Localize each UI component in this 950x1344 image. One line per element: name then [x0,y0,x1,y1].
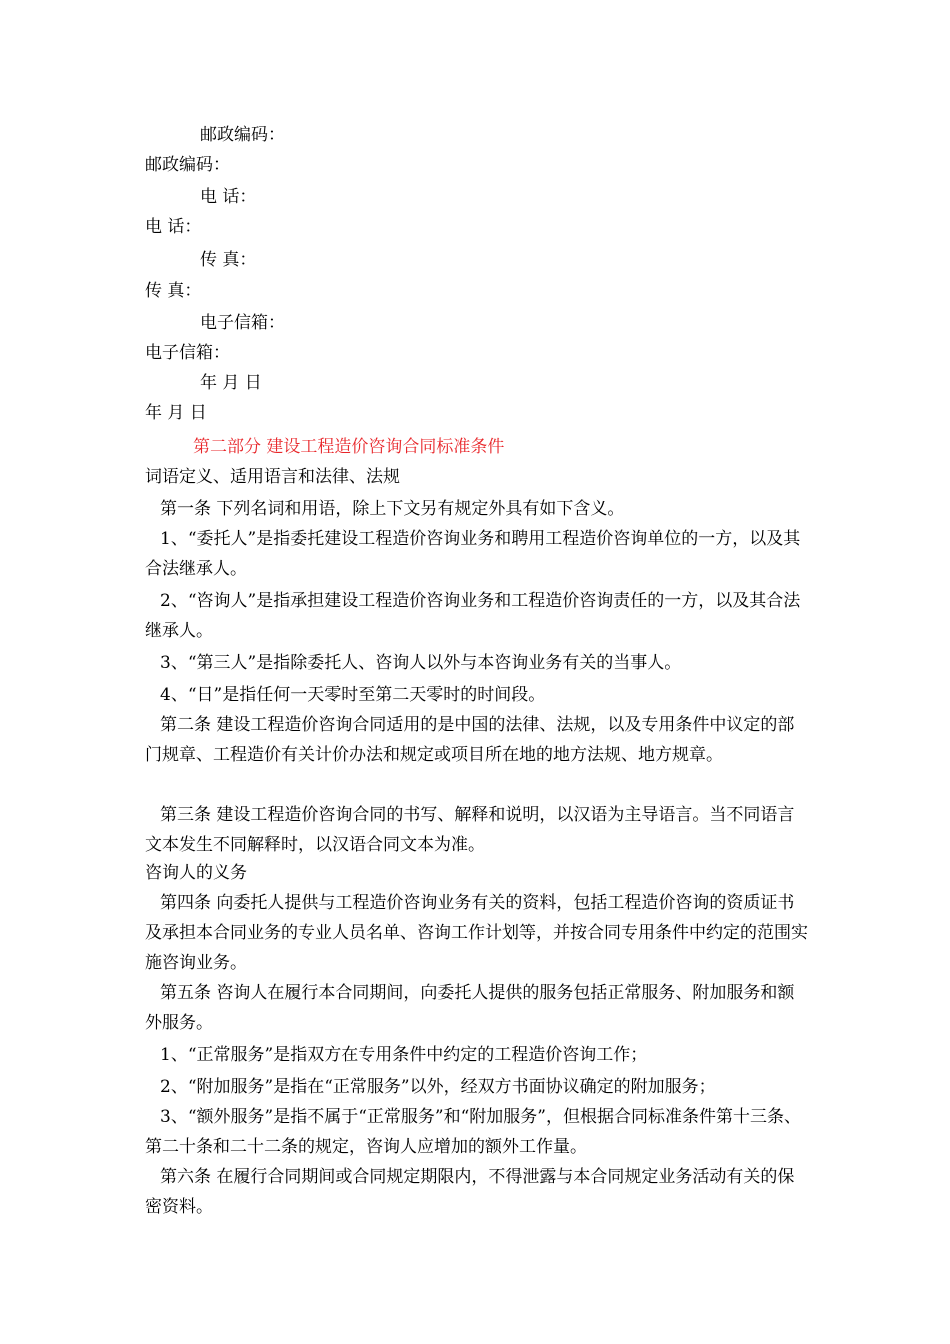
article-4: 第四条 向委托人提供与工程造价咨询业务有关的资料，包括工程造价咨询的资质证书及承担本合同业务的专业人员名单、咨询工作计划等，并按合同专用条件中约定的范围实施咨询业务。 [145,893,808,973]
date-label: 年 月 日 [145,403,207,423]
article-1: 第一条 下列名词和用语，除上下文另有规定外具有如下含义。 [160,499,625,519]
part-title: 第二部分 建设工程造价咨询合同标准条件 [193,437,505,457]
definition-item-3: 3、“第三人”是指除委托人、咨询人以外与本咨询业务有关的当事人。 [160,653,682,673]
phone-label: 电 话： [145,217,202,237]
section-title-definitions: 词语定义、适用语言和法律、法规 [145,467,400,487]
article-2: 第二条 建设工程造价咨询合同适用的是中国的法律、法规，以及专用条件中议定的部门规章、工程造价有关计价办法和规定或项目所在地的地方法规、地方规章。 [145,715,795,765]
article-5: 第五条 咨询人在履行本合同期间，向委托人提供的服务包括正常服务、附加服务和额外服务。 [145,983,795,1033]
definition-item-2: 2、“咨询人”是指承担建设工程造价咨询业务和工程造价咨询责任的一方，以及其合法继承人。 [145,591,801,641]
article-3: 第三条 建设工程造价咨询合同的书写、解释和说明，以汉语为主导语言。当不同语言文本发生不同解释时，以汉语合同文本为准。 [145,805,795,855]
postcode-label-indented: 邮政编码： [200,125,285,145]
section-title-obligations: 咨询人的义务 [145,863,247,883]
article-6: 第六条 在履行合同期间或合同规定期限内，不得泄露与本合同规定业务活动有关的保密资料。 [145,1167,795,1217]
date-label-indented: 年 月 日 [200,373,262,393]
email-label: 电子信箱： [145,343,230,363]
fax-label-indented: 传 真： [200,250,257,270]
postcode-label: 邮政编码： [145,155,230,175]
service-item-2: 2、“附加服务”是指在“正常服务”以外，经双方书面协议确定的附加服务； [160,1077,716,1097]
fax-label: 传 真： [145,281,202,301]
phone-label-indented: 电 话： [200,187,257,207]
service-item-1: 1、“正常服务”是指双方在专用条件中约定的工程造价咨询工作； [160,1045,648,1065]
definition-item-1: 1、“委托人”是指委托建设工程造价咨询业务和聘用工程造价咨询单位的一方，以及其合法继承人。 [145,529,801,579]
definition-item-4: 4、“日”是指任何一天零时至第二天零时的时间段。 [160,685,546,705]
email-label-indented: 电子信箱： [200,313,285,333]
service-item-3: 3、“额外服务”是指不属于“正常服务”和“附加服务”，但根据合同标准条件第十三条、第二十条和二十二条的规定，咨询人应增加的额外工作量。 [145,1107,801,1157]
